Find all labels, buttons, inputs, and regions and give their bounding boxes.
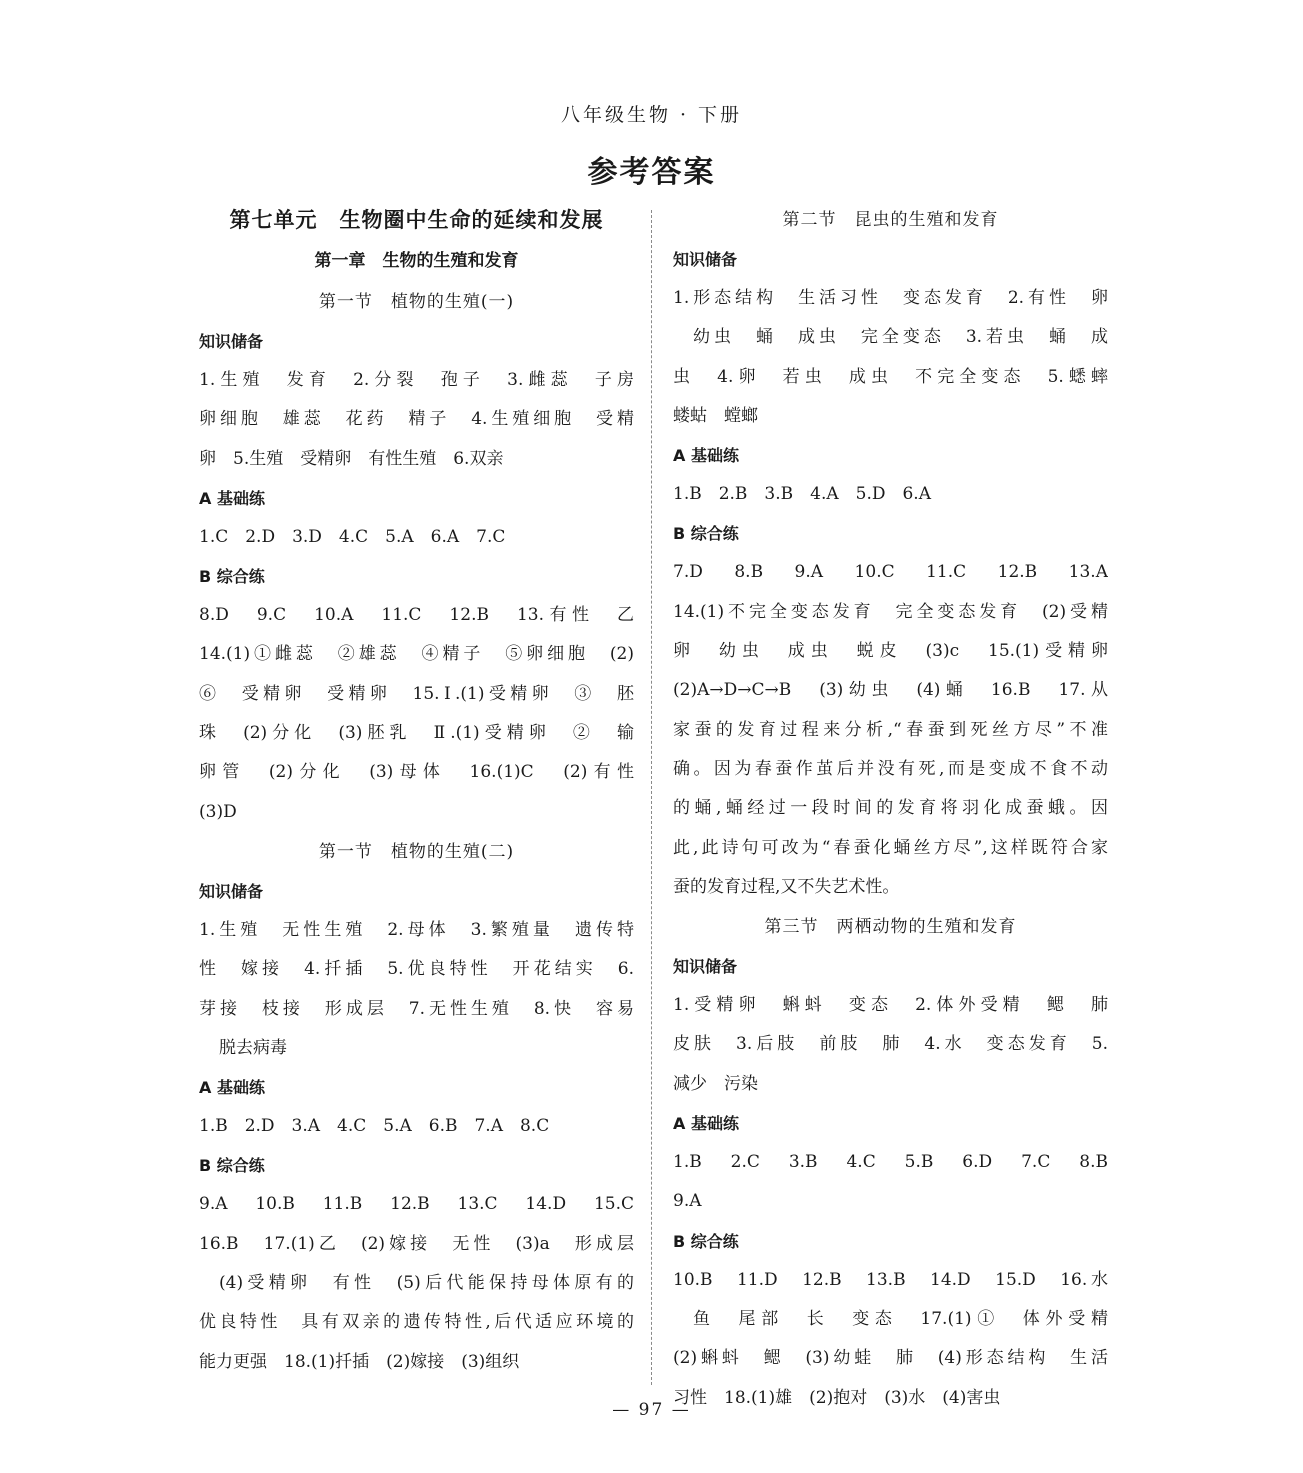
knowledge-label: 知识储备 [199, 881, 264, 901]
answer-line: 卵管 (2)分化 (3)母体 16.(1)C (2)有性 [199, 762, 634, 783]
answer-line: 家蚕的发育过程来分析,“春蚕到死丝方尽”不准 [673, 719, 1108, 740]
answer-line: 确。因为春蚕作茧后并没有死,而是变成不食不动 [673, 758, 1108, 779]
answer-line: 7.D 8.B 9.A 10.C 11.C 12.B 13.A [673, 562, 1108, 583]
comprehensive-practice-label: B 综合练 [673, 524, 739, 544]
column-divider [651, 210, 652, 1385]
comprehensive-practice-label: B 综合练 [199, 567, 265, 587]
page-header-subject: 八年级生物 · 下册 [560, 104, 743, 126]
left-column [199, 200, 634, 1382]
answer-line: 蝼蛄 螳螂 [673, 405, 758, 426]
knowledge-label: 知识储备 [199, 332, 264, 351]
answer-line: 卵 5.生殖 受精卵 有性生殖 6.双亲 [199, 448, 504, 469]
answer-line: 14.(1)不完全变态发育 完全变态发育 (2)受精 [673, 601, 1108, 622]
answer-line: 卵 幼虫 成虫 蜕皮 (3)c 15.(1)受精卵 [673, 641, 1108, 662]
answer-line: 芽接 枝接 形成层 7.无性生殖 8.快 容易 [199, 998, 634, 1019]
basic-practice-label: A 基础练 [673, 446, 739, 466]
answer-line: 1.B 2.B 3.B 4.A 5.D 6.A [673, 484, 931, 505]
right-column [673, 200, 1108, 1418]
section-heading: 第一节 植物的生殖(二) [318, 841, 515, 862]
answer-line: 8.D 9.C 10.A 11.C 12.B 13.有性 乙 [199, 605, 634, 626]
answer-line: 9.A 10.B 11.B 12.B 13.C 14.D 15.C [199, 1194, 634, 1215]
answer-line: 习性 18.(1)雄 (2)抱对 (3)水 (4)害虫 [673, 1387, 1001, 1408]
basic-practice-label: A 基础练 [199, 488, 265, 508]
answer-line: 1.B 2.C 3.B 4.C 5.B 6.D 7.C 8.B [673, 1152, 1108, 1173]
comprehensive-practice-label: B 综合练 [199, 1156, 265, 1176]
answer-line: 1.形态结构 生活习性 变态发育 2.有性 卵 [673, 288, 1108, 308]
answer-line: 1.B 2.D 3.A 4.C 5.A 6.B 7.A 8.C [199, 1116, 550, 1137]
answer-line: 1.生殖 发育 2.分裂 孢子 3.雌蕊 子房 [199, 370, 634, 390]
answer-line: 1.受精卵 蝌蚪 变态 2.体外受精 鳃 肺 [673, 995, 1108, 1016]
basic-practice-label: A 基础练 [673, 1114, 739, 1134]
page-number: — 97 — [612, 1400, 691, 1420]
page-title: 参考答案 [587, 155, 716, 190]
answer-line: (3)D [199, 801, 237, 822]
answer-line: 9.A [673, 1191, 702, 1212]
answer-line: 皮肤 3.后肢 前肢 肺 4.水 变态发育 5. [673, 1034, 1108, 1055]
chapter-heading: 第一章 生物的生殖和发育 [314, 251, 519, 271]
answer-line: 10.B 11.D 12.B 13.B 14.D 15.D 16.水 [673, 1269, 1108, 1290]
answer-line: (2)A→D→C→B (3)幼虫 (4)蛹 16.B 17.从 [673, 680, 1108, 701]
answer-line: 优良特性 具有双亲的遗传特性,后代适应环境的 [199, 1312, 634, 1333]
answer-line: 1.C 2.D 3.D 4.C 5.A 6.A 7.C [199, 526, 506, 547]
answer-line: 鱼 尾部 长 变态 17.(1)① 体外受精 [693, 1308, 1108, 1329]
answer-line: 脱去病毒 [219, 1037, 287, 1058]
answer-line: 卵细胞 雄蕊 花药 精子 4.生殖细胞 受精 [199, 409, 634, 430]
answer-line: 幼虫 蛹 成虫 完全变态 3.若虫 蛹 成 [693, 327, 1108, 348]
section-heading: 第一节 植物的生殖(一) [318, 292, 515, 312]
answer-line: 虫 4.卵 若虫 成虫 不完全变态 5.蟋蟀 [673, 366, 1108, 387]
answer-line: 减少 污染 [673, 1073, 758, 1094]
section-heading: 第二节 昆虫的生殖和发育 [782, 210, 999, 230]
answer-line: 蚕的发育过程,又不失艺术性。 [673, 876, 900, 897]
knowledge-label: 知识储备 [673, 957, 738, 977]
answer-line: (4)受精卵 有性 (5)后代能保持母体原有的 [219, 1273, 634, 1294]
knowledge-label: 知识储备 [673, 250, 738, 269]
answer-line: ⑥ 受精卵 受精卵 15.Ⅰ.(1)受精卵 ③ 胚 [199, 683, 634, 704]
answer-line: 14.(1)①雌蕊 ②雄蕊 ④精子 ⑤卵细胞 (2) [199, 644, 634, 665]
answer-line: (2)蝌蚪 鳃 (3)幼蛙 肺 (4)形态结构 生活 [673, 1348, 1108, 1369]
section-heading: 第三节 两栖动物的生殖和发育 [764, 917, 1017, 938]
answer-line: 16.B 17.(1)乙 (2)嫁接 无性 (3)a 形成层 [199, 1233, 634, 1254]
answer-line: 珠 (2)分化 (3)胚乳 Ⅱ.(1)受精卵 ② 输 [199, 723, 634, 744]
comprehensive-practice-label: B 综合练 [673, 1231, 739, 1251]
answer-line: 性 嫁接 4.扦插 5.优良特性 开花结实 6. [199, 959, 634, 980]
unit-heading: 第七单元 生物圈中生命的延续和发展 [229, 208, 604, 232]
answer-line: 能力更强 18.(1)扦插 (2)嫁接 (3)组织 [199, 1351, 520, 1372]
answer-line: 1.生殖 无性生殖 2.母体 3.繁殖量 遗传特 [199, 919, 634, 940]
answer-line: 此,此诗句可改为“春蚕化蛹丝方尽”,这样既符合家 [673, 837, 1108, 858]
basic-practice-label: A 基础练 [199, 1078, 265, 1098]
answer-line: 的蛹,蛹经过一段时间的发育将羽化成蚕蛾。因 [673, 798, 1108, 819]
